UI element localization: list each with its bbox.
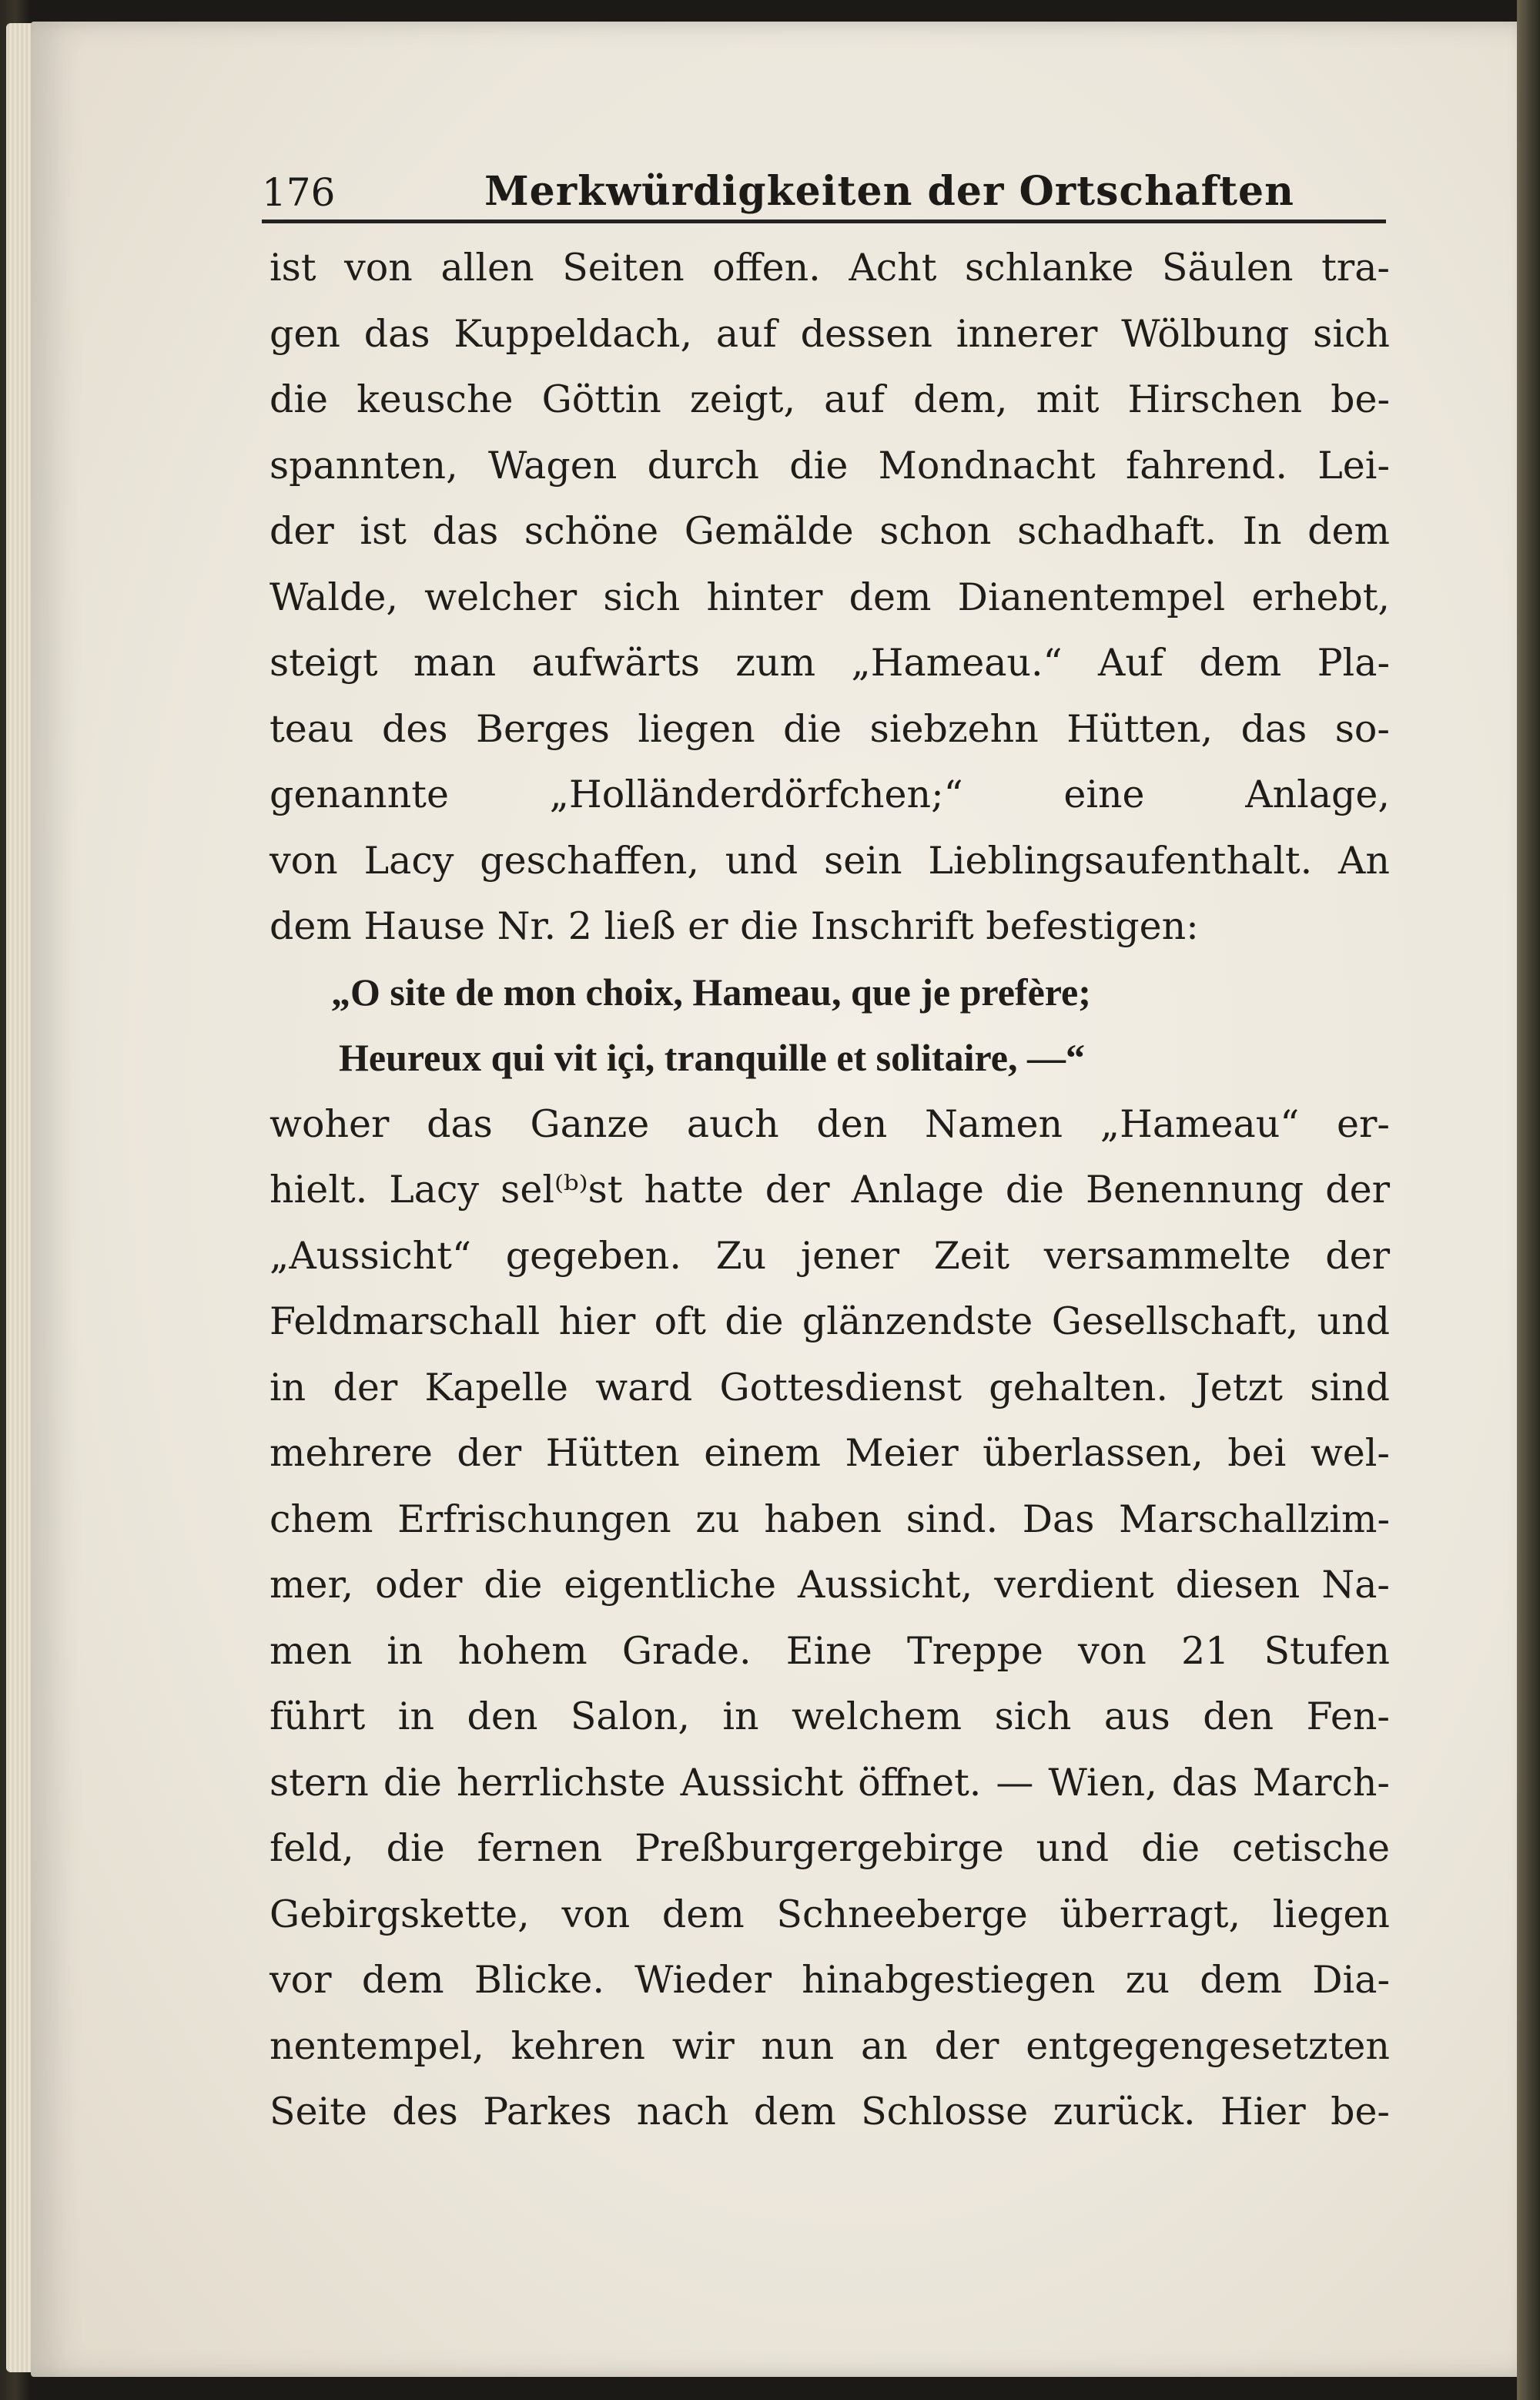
page-number: 176 xyxy=(262,170,336,215)
text-line: führt in den Salon, in welchem sich aus den Fen- xyxy=(270,1694,1390,1738)
text-line: von Lacy geschaffen, und sein Lieblingsaufenthalt. An xyxy=(270,838,1390,883)
text-line: nentempel, kehren wir nun an der entgegengesetzten xyxy=(270,2023,1390,2068)
text-line: steigt man aufwärts zum „Hameau.“ Auf dem Pla- xyxy=(270,641,1390,685)
inscription-line: Heureux qui vit içi, tranquille et solitaire, —“ xyxy=(339,1036,1085,1079)
text-line: „Aussicht“ gegeben. Zu jener Zeit versammelte der xyxy=(270,1233,1390,1278)
text-line: Walde, welcher sich hinter dem Dianentempel erhebt, xyxy=(270,575,1390,619)
text-line: Feldmarschall hier oft die glänzendste Gesellschaft, und xyxy=(270,1299,1390,1343)
text-line: teau des Berges liegen die siebzehn Hütten, das so- xyxy=(270,706,1390,751)
text-line: hielt. Lacy sel⁽ᵇ⁾st hatte der Anlage die Benennung der xyxy=(270,1168,1390,1212)
text-line: dem Hause Nr. 2 ließ er die Inschrift befestigen: xyxy=(270,904,1199,948)
text-line: Gebirgskette, von dem Schneeberge überragt, liegen xyxy=(270,1892,1390,1936)
text-line: mehrere der Hütten einem Meier überlassen, bei wel- xyxy=(270,1431,1390,1475)
text-line: die keusche Göttin zeigt, auf dem, mit Hirschen be- xyxy=(270,377,1390,421)
text-line: chem Erfrischungen zu haben sind. Das Marschallzim- xyxy=(270,1497,1390,1541)
text-line: mer, oder die eigentliche Aussicht, verdient diesen Na- xyxy=(270,1563,1390,1607)
text-line: men in hohem Grade. Eine Treppe von 21 Stufen xyxy=(270,1628,1390,1673)
text-line: vor dem Blicke. Wieder hinabgestiegen zu dem Dia- xyxy=(270,1958,1390,2002)
text-line: ist von allen Seiten offen. Acht schlanke Säulen tra- xyxy=(270,246,1390,290)
cover-edge xyxy=(1517,0,1540,2400)
body-text xyxy=(270,235,1390,2145)
page-header xyxy=(262,158,1386,223)
text-line: Seite des Parkes nach dem Schlosse zurück. Hier be- xyxy=(270,2090,1390,2134)
text-line: woher das Ganze auch den Namen „Hameau“ er- xyxy=(270,1101,1390,1146)
text-line: spannten, Wagen durch die Mondnacht fahrend. Lei- xyxy=(270,443,1390,488)
text-line: in der Kapelle ward Gottesdienst gehalten. Jetzt sind xyxy=(270,1365,1390,1409)
text-line: der ist das schöne Gemälde schon schadhaft. In dem xyxy=(270,509,1390,553)
text-line: gen das Kuppeldach, auf dessen innerer Wölbung sich xyxy=(270,311,1390,356)
text-line: stern die herrlichste Aussicht öffnet. — Wien, das March- xyxy=(270,1760,1390,1805)
running-head: Merkwürdigkeiten der Ortschaften xyxy=(484,168,1294,215)
text-line: feld, die fernen Preßburgergebirge und die cetische xyxy=(270,1826,1390,1870)
inscription-line: „O site de mon choix, Hameau, que je prefère; xyxy=(331,970,1091,1014)
text-line: genannte „Holländerdörfchen;“ eine Anlage, xyxy=(270,773,1390,816)
